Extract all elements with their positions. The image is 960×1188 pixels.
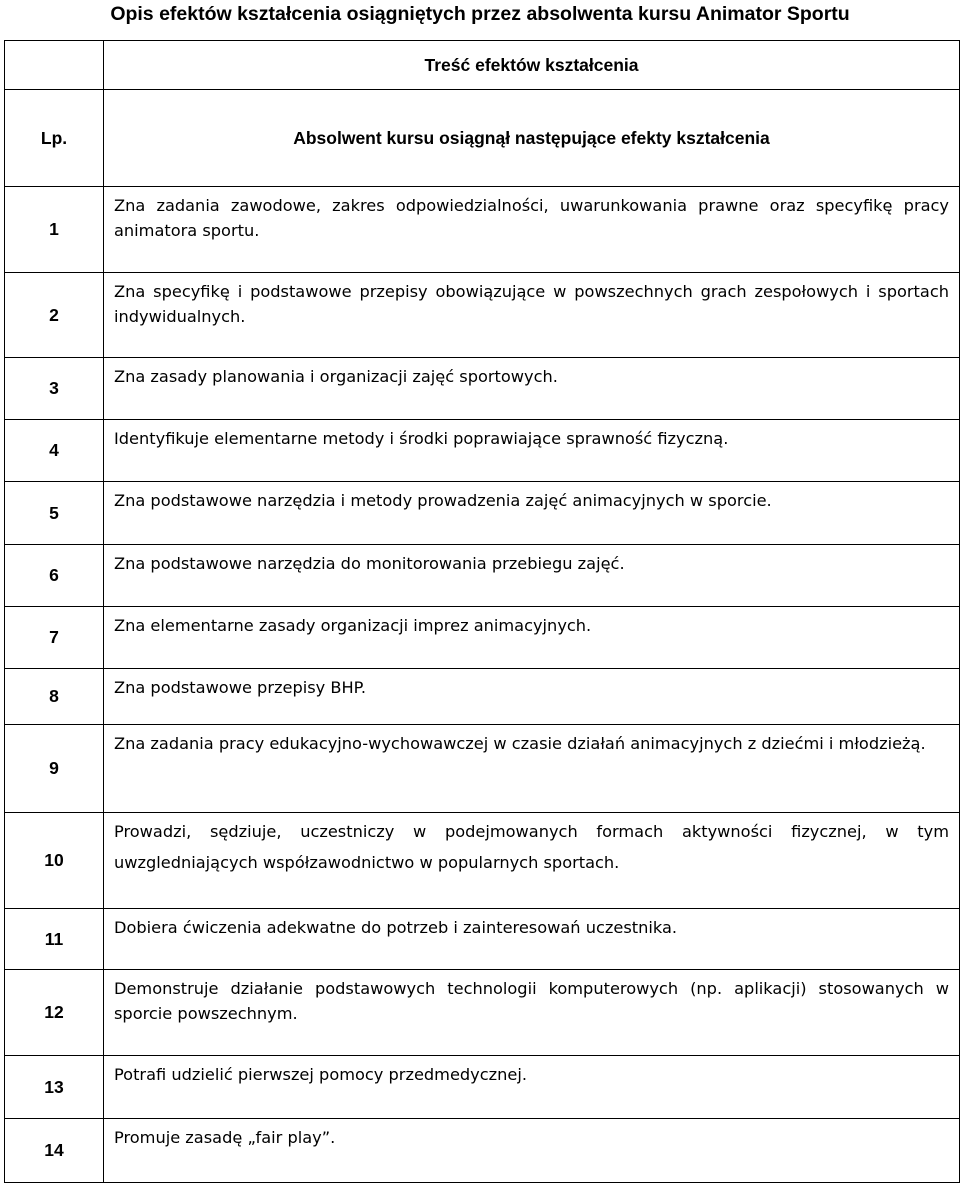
row-number: 12 bbox=[5, 970, 104, 1056]
column-header-description: Absolwent kursu osiągnął następujące efekty kształcenia bbox=[104, 90, 960, 187]
row-description: Dobiera ćwiczenia adekwatne do potrzeb i zainteresowań uczestnika. bbox=[104, 909, 960, 970]
table-header-content: Treść efektów kształcenia bbox=[104, 41, 960, 90]
row-number: 7 bbox=[5, 607, 104, 669]
table-row bbox=[5, 545, 960, 607]
row-number: 3 bbox=[5, 358, 104, 420]
learning-outcomes-table bbox=[4, 40, 960, 1183]
table-row bbox=[5, 909, 960, 970]
row-description: Identyfikuje elementarne metody i środki poprawiające sprawność fizyczną. bbox=[104, 420, 960, 482]
row-description: Prowadzi, sędziuje, uczestniczy w podejmowanych formach aktywności fizycznej, w tym uwzgledniających współzawodnictwo w popularnych sportach. bbox=[104, 813, 960, 909]
row-number: 8 bbox=[5, 669, 104, 725]
row-description: Demonstruje działanie podstawowych technologii komputerowych (np. aplikacji) stosowanych w sporcie powszechnym. bbox=[104, 970, 960, 1056]
column-header-lp: Lp. bbox=[5, 90, 104, 187]
row-description: Zna zadania pracy edukacyjno-wychowawczej w czasie działań animacyjnych z dziećmi i młodzieżą. bbox=[104, 725, 960, 813]
table-row bbox=[5, 813, 960, 909]
table-row bbox=[5, 358, 960, 420]
row-description: Zna podstawowe przepisy BHP. bbox=[104, 669, 960, 725]
row-description: Zna podstawowe narzędzia i metody prowadzenia zajęć animacyjnych w sporcie. bbox=[104, 482, 960, 545]
row-number: 9 bbox=[5, 725, 104, 813]
table-row bbox=[5, 482, 960, 545]
row-description: Potrafi udzielić pierwszej pomocy przedmedycznej. bbox=[104, 1056, 960, 1119]
table-row bbox=[5, 187, 960, 273]
table-row bbox=[5, 669, 960, 725]
table-row bbox=[5, 273, 960, 358]
row-number: 10 bbox=[5, 813, 104, 909]
table-row bbox=[5, 1056, 960, 1119]
row-description: Zna specyfikę i podstawowe przepisy obowiązujące w powszechnych grach zespołowych i sportach indywidualnych. bbox=[104, 273, 960, 358]
table-row bbox=[5, 970, 960, 1056]
row-description: Zna zasady planowania i organizacji zajęć sportowych. bbox=[104, 358, 960, 420]
row-description: Zna zadania zawodowe, zakres odpowiedzialności, uwarunkowania prawne oraz specyfikę pracy animatora sportu. bbox=[104, 187, 960, 273]
table-row bbox=[5, 1119, 960, 1183]
table-header-row bbox=[5, 90, 960, 187]
row-description: Promuje zasadę „fair play”. bbox=[104, 1119, 960, 1183]
row-number: 13 bbox=[5, 1056, 104, 1119]
document-title: Opis efektów kształcenia osiągniętych przez absolwenta kursu Animator Sportu bbox=[110, 3, 850, 25]
row-number: 11 bbox=[5, 909, 104, 970]
row-number: 2 bbox=[5, 273, 104, 358]
table-header-row-span bbox=[5, 41, 960, 90]
table-row bbox=[5, 607, 960, 669]
row-number: 6 bbox=[5, 545, 104, 607]
row-number: 4 bbox=[5, 420, 104, 482]
row-number: 1 bbox=[5, 187, 104, 273]
row-number: 5 bbox=[5, 482, 104, 545]
table-row bbox=[5, 725, 960, 813]
row-number: 14 bbox=[5, 1119, 104, 1183]
row-description: Zna elementarne zasady organizacji imprez animacyjnych. bbox=[104, 607, 960, 669]
table-row bbox=[5, 420, 960, 482]
row-description: Zna podstawowe narzędzia do monitorowania przebiegu zajęć. bbox=[104, 545, 960, 607]
